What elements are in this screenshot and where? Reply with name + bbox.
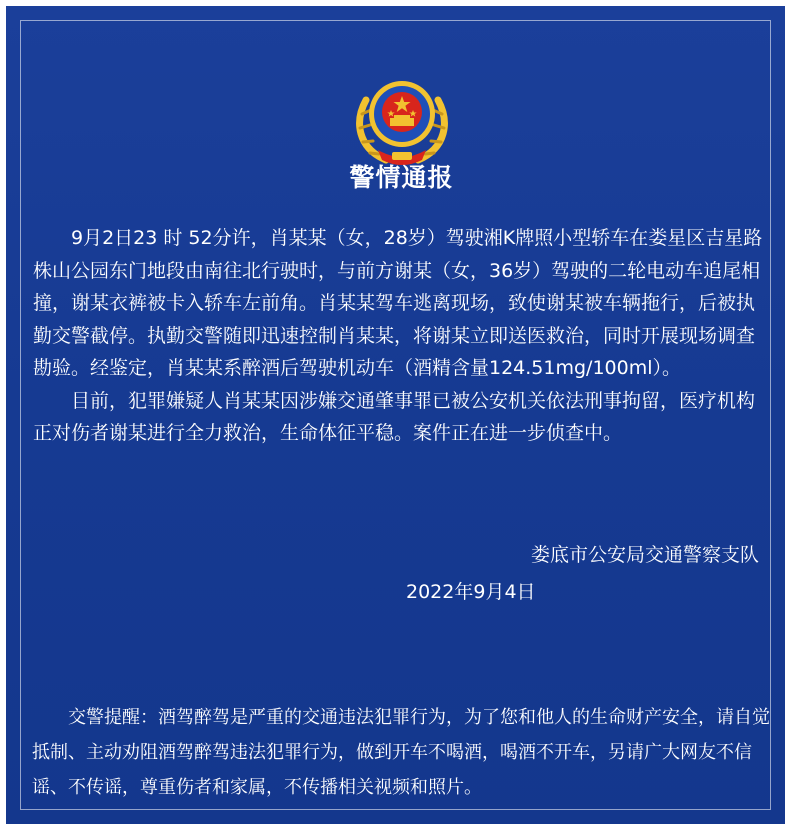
reminder-text: 交警提醒：酒驾醉驾是严重的交通违法犯罪行为，为了您和他人的生命财产安全，请自觉抵制、主动劝阻酒驾醉驾违法犯罪行为，做到开车不喝酒，喝酒不开车，另请广大网友不信谣、不传谣，尊重伤者和家属，不传播相关视频和照片。 bbox=[32, 707, 770, 798]
notice-body bbox=[33, 222, 773, 450]
notice-title: 警情通报 bbox=[349, 163, 454, 192]
signature-date: 2022年9月4日 bbox=[406, 581, 536, 603]
notice-paragraph: 目前，犯罪嫌疑人肖某某因涉嫌交通肇事罪已被公安机关依法刑事拘留，医疗机构正对伤者谢某进行全力救治，生命体征平稳。案件正在进一步侦查中。 bbox=[33, 389, 756, 444]
police-emblem-icon bbox=[348, 70, 456, 170]
signature-organization: 娄底市公安局交通警察支队 bbox=[530, 544, 759, 566]
traffic-reminder bbox=[32, 700, 772, 805]
notice-paragraph: 9月2日23 时 52分许，肖某某（女，28岁）驾驶湘K牌照小型轿车在娄星区吉星路株山公园东门地段由南往北行驶时，与前方谢某（女，36岁）驾驶的二轮电动车追尾相撞，谢某衣裤被卡入轿车左前角。肖某某驾车逃离现场，致使谢某被车辆拖行，后被执勤交警截停。执勤交警随即迅速控制肖某某，将谢某立即送医救治，同时开展现场调查勘验。经鉴定，肖某某系醉酒后驾驶机动车（酒精含量124.51mg/100ml）。 bbox=[33, 227, 763, 379]
